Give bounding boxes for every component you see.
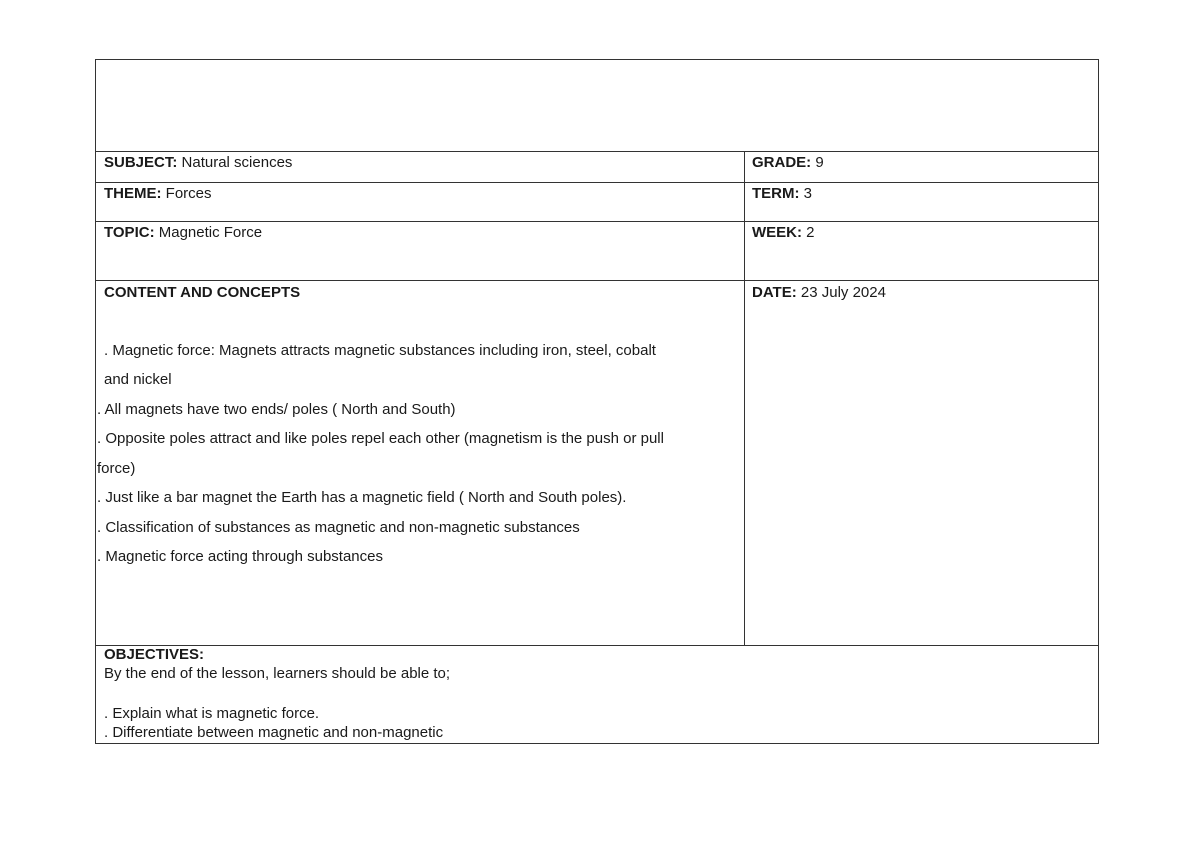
week-cell [752, 224, 815, 242]
theme-cell [104, 185, 212, 203]
term-label: TERM: [752, 185, 800, 202]
table-divider [95, 221, 1099, 222]
week-value: 2 [806, 224, 815, 241]
objective-item: . Differentiate between magnetic and non-magnetic [104, 724, 444, 741]
date-label: DATE: [752, 284, 797, 301]
table-divider [95, 645, 1099, 646]
term-cell [752, 185, 812, 203]
objective-item: . Explain what is magnetic force. [104, 705, 320, 722]
grade-cell [752, 154, 824, 172]
date-cell [752, 284, 886, 302]
week-label: WEEK: [752, 224, 802, 241]
content-heading: CONTENT AND CONCEPTS [104, 284, 301, 301]
objectives-intro: By the end of the lesson, learners should be able to; [104, 665, 451, 682]
theme-value: Forces [165, 185, 212, 202]
column-divider [744, 151, 745, 645]
date-value: 23 July 2024 [800, 284, 886, 301]
topic-cell [104, 224, 262, 242]
table-divider [95, 151, 1099, 152]
table-divider [95, 280, 1099, 281]
term-value: 3 [803, 185, 813, 202]
subject-label: SUBJECT: [104, 154, 178, 171]
subject-value: Natural sciences [181, 154, 293, 171]
content-line: . All magnets have two ends/ poles ( North and South) [97, 401, 456, 418]
content-line: and nickel [104, 371, 172, 388]
content-line: . Magnetic force: Magnets attracts magnetic substances including iron, steel, cobalt [104, 342, 656, 359]
topic-value: Magnetic Force [158, 224, 263, 241]
objectives-heading: OBJECTIVES: [104, 646, 205, 663]
content-line: . Opposite poles attract and like poles repel each other (magnetism is the push or pull [97, 430, 664, 447]
topic-label: TOPIC: [104, 224, 155, 241]
content-line: . Just like a bar magnet the Earth has a magnetic field ( North and South poles). [97, 489, 627, 506]
content-line: . Classification of substances as magnetic and non-magnetic substances [97, 519, 580, 536]
subject-cell [104, 154, 292, 172]
theme-label: THEME: [104, 185, 162, 202]
content-line: . Magnetic force acting through substances [97, 548, 383, 565]
grade-label: GRADE: [752, 154, 812, 171]
grade-value: 9 [815, 154, 824, 171]
content-line: force) [97, 460, 136, 477]
table-divider [95, 182, 1099, 183]
